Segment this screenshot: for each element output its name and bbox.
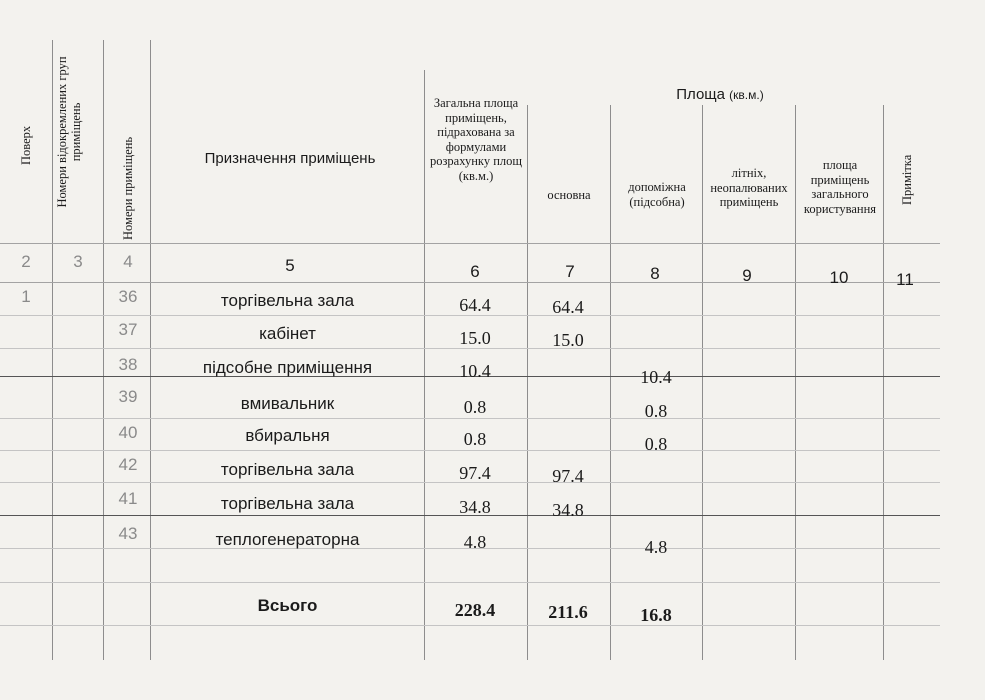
totals-total: 228.4: [454, 600, 496, 620]
header-total-area: Загальна площа приміщень, підрахована за формулами розрахунку площ (кв.м.): [429, 96, 523, 183]
header-area-unit: (кв.м.): [729, 88, 764, 102]
grid-line: [0, 282, 940, 283]
row-main: 64.4: [552, 297, 584, 317]
grid-line: [795, 105, 796, 660]
row-purpose: торгівельна зала: [220, 291, 355, 310]
row-floor: 1: [21, 287, 31, 306]
row-purpose: торгівельна зала: [220, 494, 355, 513]
row-main: 97.4: [552, 466, 584, 486]
row-total: 64.4: [459, 295, 491, 315]
column-number: 5: [285, 256, 295, 275]
row-purpose: торгівельна зала: [220, 460, 355, 479]
row-purpose: кабінет: [259, 324, 316, 343]
row-room-number: 43: [118, 524, 138, 543]
grid-line: [424, 70, 425, 660]
column-number: 8: [650, 264, 660, 283]
column-number: 3: [73, 252, 83, 271]
column-number: 7: [565, 262, 575, 281]
grid-line: [883, 105, 884, 660]
column-number: 4: [123, 252, 133, 271]
grid-line: [0, 450, 940, 451]
header-area-title: Площа: [676, 86, 725, 103]
header-group-numbers: Номери відокремлених груп приміщень: [55, 56, 83, 208]
grid-line: [610, 105, 611, 660]
header-common: площа приміщень загального користування: [803, 158, 877, 216]
totals-main: 211.6: [548, 602, 588, 622]
row-room-number: 42: [118, 455, 138, 474]
row-total: 10.4: [459, 361, 491, 381]
row-total: 4.8: [463, 532, 487, 552]
grid-line: [52, 40, 53, 660]
row-total: 0.8: [463, 429, 487, 449]
column-number: 6: [470, 262, 480, 281]
row-room-number: 37: [118, 320, 138, 339]
row-room-number: 40: [118, 423, 138, 442]
row-aux: 0.8: [644, 434, 668, 454]
row-aux: 10.4: [640, 367, 672, 387]
row-room-number: 39: [118, 387, 138, 406]
header-summer: літніх, неопалюваних приміщень: [710, 166, 788, 209]
header-area-group: [620, 86, 820, 104]
row-purpose: підсобне приміщення: [202, 358, 373, 377]
row-main: 15.0: [552, 330, 584, 350]
grid-line: [0, 582, 940, 583]
header-purpose: Призначення приміщень: [204, 150, 376, 167]
row-room-number: 36: [118, 287, 138, 306]
column-number: 2: [21, 252, 31, 271]
row-purpose: вмивальник: [240, 394, 335, 413]
grid-line: [103, 40, 104, 660]
grid-line: [702, 105, 703, 660]
row-total: 97.4: [459, 463, 491, 483]
totals-label: Всього: [257, 596, 318, 615]
column-number: 11: [896, 270, 914, 289]
header-main: основна: [547, 188, 591, 202]
row-total: 0.8: [463, 397, 487, 417]
row-total: 15.0: [459, 328, 491, 348]
row-total: 34.8: [459, 497, 491, 517]
grid-line: [0, 418, 940, 419]
header-floor: Поверх: [19, 125, 33, 165]
row-room-number: 41: [118, 489, 138, 508]
header-room-numbers: Номери приміщень: [121, 136, 135, 240]
grid-line: [527, 105, 528, 660]
row-aux: 0.8: [644, 401, 668, 421]
column-number: 9: [742, 266, 752, 285]
header-note: Примітка: [900, 154, 914, 205]
totals-aux: 16.8: [640, 605, 672, 625]
row-aux: 4.8: [644, 537, 668, 557]
row-main: 34.8: [552, 500, 584, 520]
grid-line: [0, 243, 940, 244]
column-number: 10: [829, 268, 849, 287]
grid-line: [0, 625, 940, 626]
grid-line: [150, 40, 151, 660]
row-room-number: 38: [118, 355, 138, 374]
row-purpose: вбиральня: [245, 426, 330, 445]
header-auxiliary: допоміжна (підсобна): [628, 180, 686, 209]
row-purpose: теплогенераторна: [215, 530, 360, 549]
